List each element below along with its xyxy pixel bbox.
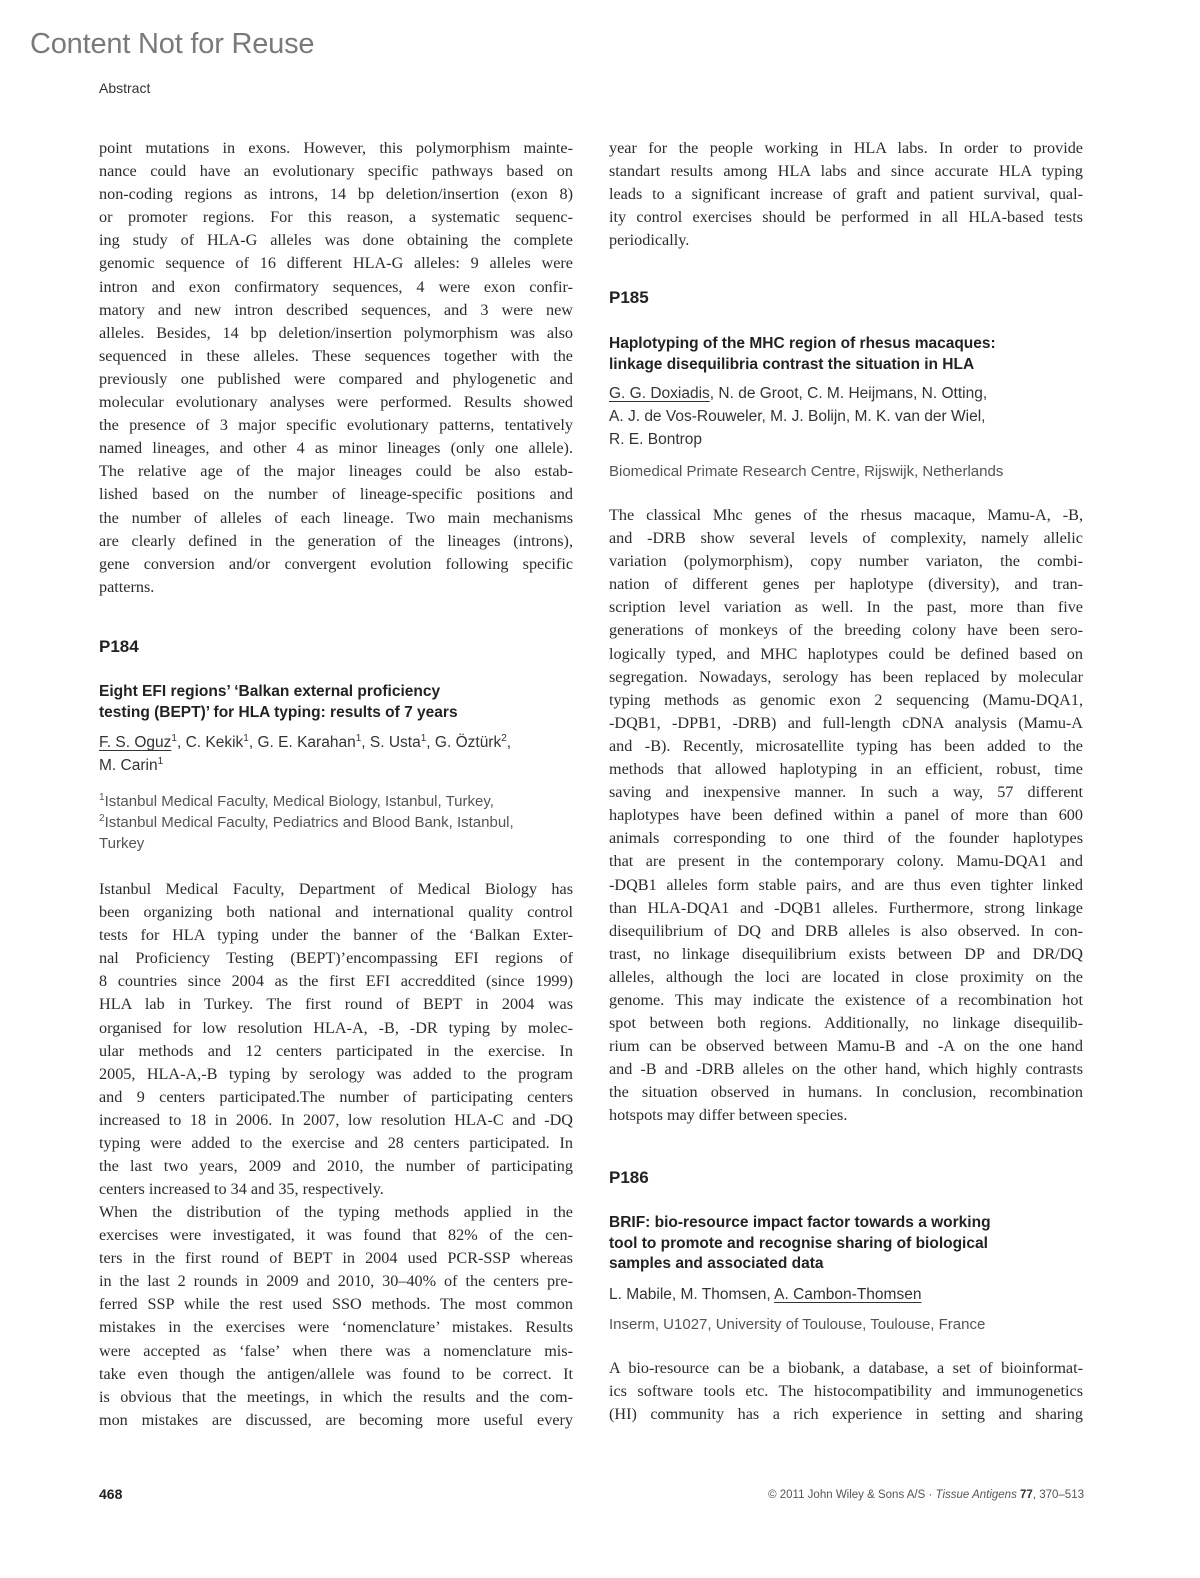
author-line: A. J. de Vos-Rouweler, M. J. Bolijn, M. K. van der Wiel, xyxy=(609,408,986,425)
text-line: alleles. Besides, 14 bp deletion/insertion polymorphism was also xyxy=(99,323,573,342)
page-number: 468 xyxy=(99,1486,123,1502)
text-line: Istanbul Medical Faculty, Department of Medical Biology has xyxy=(99,880,573,898)
author: C. Kekik xyxy=(185,734,244,751)
author: L. Mabile, M. Thomsen, xyxy=(609,1286,775,1303)
watermark: Content Not for Reuse xyxy=(30,28,315,60)
title-line: samples and associated data xyxy=(609,1255,824,1272)
affiliation-p186: Inserm, U1027, University of Toulouse, Toulouse, France xyxy=(609,1316,986,1333)
text-line: -DQB1, -DPB1, -DRB) and full-length cDNA analysis (Mamu-A xyxy=(609,713,1083,732)
text-line: that are present in the contemporary colony. Mamu-DQA1 and xyxy=(609,852,1083,871)
text-line: scription level variation as well. In the past, more than five xyxy=(609,598,1083,617)
title-line: Haplotyping of the MHC region of rhesus macaques: xyxy=(609,335,996,352)
abstract-body-p186 xyxy=(609,1357,1083,1426)
text-line: previously one published were compared and phylogenetic and xyxy=(99,369,573,388)
text-line: ity control exercises should be performed in all HLA-based tests xyxy=(609,208,1083,227)
text-line: When the distribution of the typing methods applied in the xyxy=(99,1203,573,1221)
presenting-author: A. Cambon-Thomsen xyxy=(774,1286,922,1303)
journal-volume: 77 xyxy=(1020,1489,1033,1501)
text-line: 8 countries since 2004 as the first EFI accreddited (since 1999) xyxy=(99,972,573,991)
text-line: ics software tools etc. The histocompatibility and immunogenetics xyxy=(609,1382,1083,1401)
text-line: sequenced in these alleles. These sequences together with the xyxy=(99,346,573,365)
text-line: The classical Mhc genes of the rhesus macaque, Mamu-A, -B, xyxy=(609,506,1083,524)
text-line: molecular evolutionary analyses were performed. Results showed xyxy=(99,393,573,412)
text-line: matory and new intron described sequences, and 3 were new xyxy=(99,300,573,319)
text-line: leads to a significant increase of graft and patient survival, qual- xyxy=(609,185,1083,204)
title-line: BRIF: bio-resource impact factor towards a working xyxy=(609,1214,991,1231)
text-line: the number of alleles of each lineage. Two main mechanisms xyxy=(99,508,573,527)
text-line: animals corresponding to one third of the founder haplotypes xyxy=(609,829,1083,848)
text-line: gene conversion and/or convergent evolution following specific xyxy=(99,554,573,573)
presenting-author: G. G. Doxiadis xyxy=(609,385,710,402)
text-line: ferred SSP while the rest used SSO methods. The most common xyxy=(99,1295,573,1314)
text-line: ters in the first round of BEPT in 2004 used PCR-SSP whereas xyxy=(99,1249,573,1268)
text-line: disequilibrium of DQ and DRB alleles is also observed. In con- xyxy=(609,921,1083,940)
affiliation-marker: 1 xyxy=(99,792,105,803)
text-line: been organizing both national and international quality control xyxy=(99,903,573,922)
author-line: R. E. Bontrop xyxy=(609,431,703,448)
text-line: ing study of HLA-G alleles was done obtaining the complete xyxy=(99,231,573,250)
affiliation-text: Istanbul Medical Faculty, Medical Biology, Istanbul, Turkey, xyxy=(104,793,494,810)
text-line: intron and exon confirmatory sequences, 4 were exon confir- xyxy=(99,277,573,296)
text-line: logically typed, and MHC haplotypes could be defined based on xyxy=(609,644,1083,663)
affiliation-text: Istanbul Medical Faculty, Pediatrics and Blood Bank, Istanbul, xyxy=(104,814,514,831)
text-line: A bio-resource can be a biobank, a database, a set of bioinformat- xyxy=(609,1359,1083,1377)
text-line: organised for low resolution HLA-A, -B, -DR typing by molec- xyxy=(99,1018,573,1037)
title-line: Eight EFI regions’ ‘Balkan external proficiency xyxy=(99,683,441,700)
affiliation-line xyxy=(99,812,573,833)
affiliation-line xyxy=(99,833,573,854)
text-line: is obvious that the meetings, in which the results and the com- xyxy=(99,1387,573,1406)
text-line: (HI) community has a rich experience in setting and sharing xyxy=(609,1405,1083,1424)
text-line: rium can be observed between Mamu-B and -A on the one hand xyxy=(609,1037,1083,1056)
text-line: HLA lab in Turkey. The first round of BEPT in 2004 was xyxy=(99,995,573,1014)
text-line: ular methods and 12 centers participated in the exercise. In xyxy=(99,1041,573,1060)
text-line: and -B and -DRB alleles on the other hand, which highly contrasts xyxy=(609,1060,1083,1079)
affiliation-p185: Biomedical Primate Research Centre, Rijswijk, Netherlands xyxy=(609,463,1004,480)
text-line: are clearly defined in the generation of the lineages (introns), xyxy=(99,531,573,550)
text-line: spot between both regions. Additionally, no linkage disequilib- xyxy=(609,1014,1083,1033)
title-line: linkage disequilibria contrast the situation in HLA xyxy=(609,355,975,373)
running-head: Abstract xyxy=(99,80,151,96)
author: S. Usta xyxy=(369,734,421,751)
text-line: nation of different genes per haplotype (diversity), and tran- xyxy=(609,575,1083,594)
text-line: take even though the antigen/allele was found to be correct. It xyxy=(99,1364,573,1383)
text-line: periodically. xyxy=(609,231,690,250)
text-line: generations of monkeys of the breeding colony have been sero- xyxy=(609,621,1083,640)
abstract-body-p184-para2 xyxy=(99,1201,573,1432)
continued-abstract-text xyxy=(609,137,1083,252)
affiliation-text: Turkey xyxy=(99,835,145,852)
affiliation-marker: 2 xyxy=(501,733,507,744)
text-line: -DQB1 alleles form stable pairs, and are thus even tighter linked xyxy=(609,875,1083,894)
text-line: and -DRB show several levels of complexity, namely allelic xyxy=(609,529,1083,548)
author: G. Öztürk xyxy=(434,734,502,751)
author-list-p185 xyxy=(609,382,1083,451)
text-line: The relative age of the major lineages could be also estab- xyxy=(99,462,573,481)
title-line: tool to promote and recognise sharing of biological xyxy=(609,1234,988,1252)
text-line: lished based on the number of lineage-specific positions and xyxy=(99,485,573,504)
title-line: testing (BEPT)’ for HLA typing: results of 7 years xyxy=(99,703,458,721)
text-line: exercises were investigated, it was found that 82% of the cen- xyxy=(99,1226,573,1245)
author-list-p186 xyxy=(609,1283,1083,1306)
presenting-author: F. S. Oguz xyxy=(99,734,172,751)
text-line: non-coding regions as introns, 14 bp deletion/insertion (exon 8) xyxy=(99,185,573,204)
text-line: were accepted as ‘false’ when there was a nomenclature mis- xyxy=(99,1341,573,1360)
text-line: mon mistakes are discussed, are becoming more useful every xyxy=(99,1410,573,1429)
text-line: year for the people working in HLA labs. In order to provide xyxy=(609,139,1083,157)
text-line: haplotypes have been defined within a panel of more than 600 xyxy=(609,806,1083,825)
text-line: the presence of 3 major specific evolutionary patterns, tentatively xyxy=(99,416,573,435)
text-line: and -B). Recently, microsatellite typing has been added to the xyxy=(609,736,1083,755)
text-line: trast, no linkage disequilibrium exists between DP and DR/DQ xyxy=(609,944,1083,963)
text-line: saving and inexpensive manner. In such a way, 57 different xyxy=(609,783,1083,802)
text-line: hotspots may differ between species. xyxy=(609,1106,848,1125)
affiliation-marker: 1 xyxy=(355,733,362,744)
author-list-p184 xyxy=(99,731,573,777)
abstract-title-p185 xyxy=(609,334,1083,375)
author: , N. de Groot, C. M. Heijmans, N. Otting, xyxy=(709,385,988,402)
author-line: F. S. Oguz$^1$, C. Kekik$^1$, G. E. Karahan$^1$, S. Usta$^1$, G. Öztürk$^2$, xyxy=(99,733,512,751)
text-line: the last two years, 2009 and 2010, the number of participating xyxy=(99,1157,573,1176)
text-line: typing were added to the exercise and 28 centers participated. In xyxy=(99,1134,573,1153)
text-line: centers increased to 34 and 35, respectively. xyxy=(99,1180,384,1199)
text-line: mistakes in the exercises were ‘nomenclature’ mistakes. Results xyxy=(99,1318,573,1337)
copyright-line xyxy=(768,1489,1084,1501)
text-line: nance could have an evolutionary specific pathways based on xyxy=(99,162,573,181)
affiliations-p184 xyxy=(99,791,573,854)
author: M. Carin xyxy=(99,757,158,774)
text-line: or promoter regions. For this reason, a systematic sequenc- xyxy=(99,208,573,227)
text-line: alleles, although the loci are located in close proximity on the xyxy=(609,967,1083,986)
text-line: the situation observed in humans. In conclusion, recombination xyxy=(609,1083,1083,1102)
text-line: 2005, HLA-A,-B typing by serology was added to the program xyxy=(99,1064,573,1083)
copyright-text: © 2011 John Wiley & Sons A/S · xyxy=(768,1489,936,1501)
continued-abstract-text xyxy=(99,137,573,599)
affiliation-marker: 2 xyxy=(99,813,105,824)
abstract-id-p185: P185 xyxy=(609,288,649,307)
journal-name: Tissue Antigens xyxy=(935,1489,1017,1501)
text-line: tests for HLA typing under the banner of the ‘Balkan Exter- xyxy=(99,926,573,945)
author: G. E. Karahan xyxy=(257,734,356,751)
text-line: increased to 18 in 2006. In 2007, low resolution HLA-C and -DQ xyxy=(99,1110,573,1129)
text-line: standart results among HLA labs and since accurate HLA typing xyxy=(609,162,1083,181)
affiliation-line xyxy=(99,791,573,812)
text-line: typing methods as genomic exon 2 sequencing (Mamu-DQA1, xyxy=(609,690,1083,709)
affiliation-marker: 1 xyxy=(420,733,427,744)
abstract-id-p184: P184 xyxy=(99,637,139,656)
abstract-title-p186 xyxy=(609,1213,1083,1275)
text-line: in the last 2 rounds in 2009 and 2010, 30–40% of the centers pre- xyxy=(99,1272,573,1291)
affiliation-marker: 1 xyxy=(171,733,177,744)
text-line: named lineages, and other 4 as minor lineages (only one allele). xyxy=(99,439,573,458)
abstract-title-p184 xyxy=(99,682,573,723)
text-line: patterns. xyxy=(99,577,155,596)
abstract-body-p185 xyxy=(609,504,1083,1128)
text-line: than HLA-DQA1 and -DQB1 alleles. Furthermore, strong linkage xyxy=(609,898,1083,917)
text-line: methods that allowed haplotyping in an efficient, robust, time xyxy=(609,760,1083,779)
abstract-id-p186: P186 xyxy=(609,1168,649,1187)
text-line: genomic sequence of 16 different HLA-G alleles: 9 alleles were xyxy=(99,254,573,273)
text-line: genome. This may indicate the existence of a recombination hot xyxy=(609,990,1083,1009)
abstract-body-p184-para1 xyxy=(99,878,573,1201)
page-range: , 370–513 xyxy=(1032,1489,1084,1501)
text-line: segregation. Nowadays, serology has been replaced by molecular xyxy=(609,667,1083,686)
text-line: and 9 centers participated.The number of participating centers xyxy=(99,1087,573,1106)
affiliation-marker: 1 xyxy=(243,733,249,744)
text-line: point mutations in exons. However, this polymorphism mainte- xyxy=(99,139,573,157)
text-line: variation (polymorphism), copy number variaton, the combi- xyxy=(609,552,1083,571)
text-line: nal Proficiency Testing (BEPT)’encompassing EFI regions of xyxy=(99,949,573,968)
author-line xyxy=(99,754,573,777)
author-line xyxy=(609,382,1083,405)
affiliation-marker: 1 xyxy=(157,756,164,767)
